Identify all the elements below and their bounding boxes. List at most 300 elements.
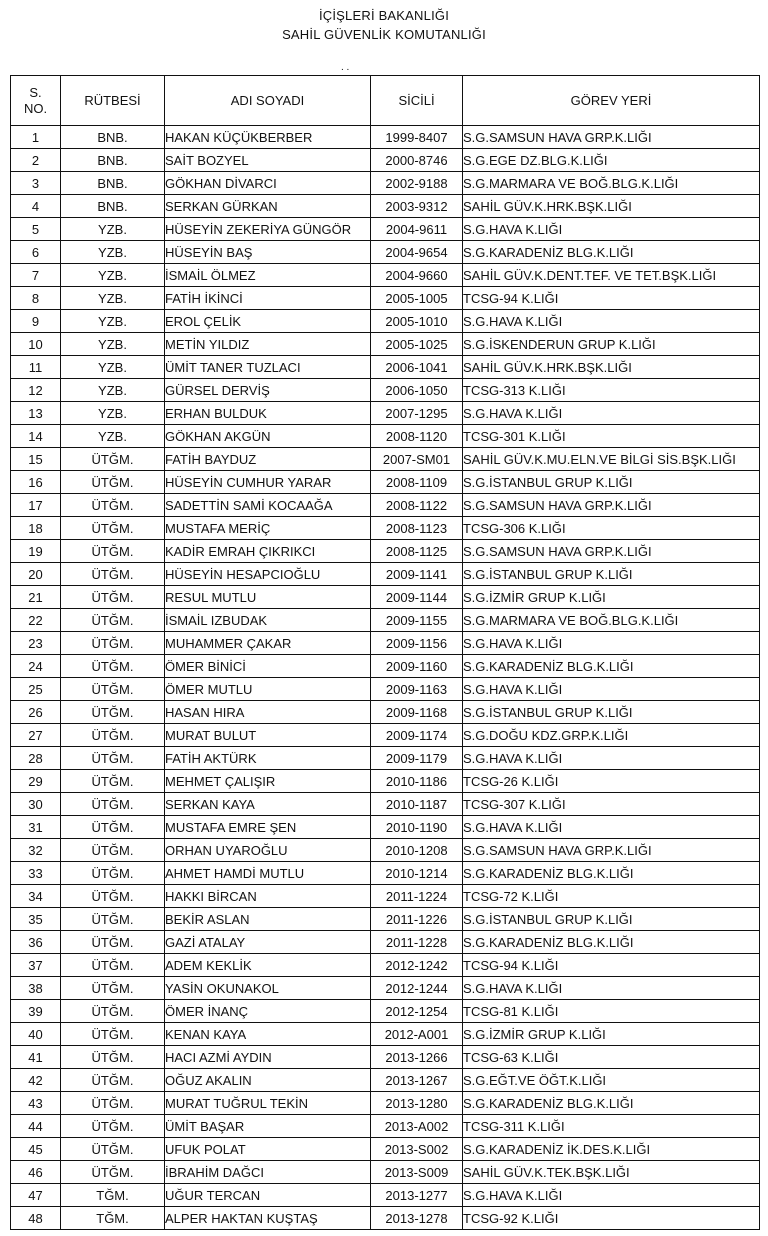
row-name: YASİN OKUNAKOL [165, 977, 371, 1000]
row-number: 4 [11, 195, 61, 218]
row-number: 6 [11, 241, 61, 264]
row-sicil: 2013-A002 [371, 1115, 463, 1138]
table-row [11, 586, 760, 609]
row-rank: ÜTĞM. [61, 586, 165, 609]
row-name: MEHMET ÇALIŞIR [165, 770, 371, 793]
row-duty: S.G.HAVA K.LIĞI [463, 977, 760, 1000]
row-name: FATİH BAYDUZ [165, 448, 371, 471]
table-row [11, 517, 760, 540]
row-sicil: 2013-1277 [371, 1184, 463, 1207]
table-row [11, 356, 760, 379]
row-name: ORHAN UYAROĞLU [165, 839, 371, 862]
row-name: UFUK POLAT [165, 1138, 371, 1161]
row-name: BEKİR ASLAN [165, 908, 371, 931]
row-name: AHMET HAMDİ MUTLU [165, 862, 371, 885]
row-duty: S.G.HAVA K.LIĞI [463, 310, 760, 333]
row-number: 23 [11, 632, 61, 655]
row-rank: ÜTĞM. [61, 1115, 165, 1138]
table-row [11, 402, 760, 425]
row-number: 15 [11, 448, 61, 471]
table-row [11, 494, 760, 517]
row-sicil: 2008-1120 [371, 425, 463, 448]
row-rank: ÜTĞM. [61, 839, 165, 862]
table-row [11, 126, 760, 149]
table-row [11, 701, 760, 724]
row-number: 3 [11, 172, 61, 195]
table-row [11, 1023, 760, 1046]
scan-mark: . . [341, 62, 350, 73]
row-number: 21 [11, 586, 61, 609]
row-name: EROL ÇELİK [165, 310, 371, 333]
row-number: 11 [11, 356, 61, 379]
table-row [11, 563, 760, 586]
row-rank: ÜTĞM. [61, 908, 165, 931]
table-row [11, 448, 760, 471]
row-number: 33 [11, 862, 61, 885]
row-sicil: 2005-1025 [371, 333, 463, 356]
row-name: MUSTAFA MERİÇ [165, 517, 371, 540]
table-row [11, 931, 760, 954]
table-row [11, 1207, 760, 1230]
row-number: 37 [11, 954, 61, 977]
table-row [11, 172, 760, 195]
row-duty: SAHİL GÜV.K.MU.ELN.VE BİLGİ SİS.BŞK.LIĞI [463, 448, 760, 471]
table-row [11, 540, 760, 563]
row-name: ALPER HAKTAN KUŞTAŞ [165, 1207, 371, 1230]
row-duty: S.G.KARADENİZ BLG.K.LIĞI [463, 931, 760, 954]
row-sicil: 2003-9312 [371, 195, 463, 218]
row-number: 43 [11, 1092, 61, 1115]
row-duty: TCSG-301 K.LIĞI [463, 425, 760, 448]
row-rank: YZB. [61, 379, 165, 402]
row-number: 17 [11, 494, 61, 517]
row-sicil: 2012-A001 [371, 1023, 463, 1046]
row-duty: S.G.MARMARA VE BOĞ.BLG.K.LIĞI [463, 609, 760, 632]
row-number: 22 [11, 609, 61, 632]
row-number: 42 [11, 1069, 61, 1092]
row-sicil: 2005-1005 [371, 287, 463, 310]
row-name: ERHAN BULDUK [165, 402, 371, 425]
row-sicil: 2011-1228 [371, 931, 463, 954]
row-rank: BNB. [61, 126, 165, 149]
row-number: 27 [11, 724, 61, 747]
row-sicil: 2006-1041 [371, 356, 463, 379]
row-sicil: 2004-9654 [371, 241, 463, 264]
row-rank: ÜTĞM. [61, 1046, 165, 1069]
row-rank: ÜTĞM. [61, 563, 165, 586]
row-duty: S.G.SAMSUN HAVA GRP.K.LIĞI [463, 126, 760, 149]
row-rank: ÜTĞM. [61, 540, 165, 563]
row-name: UĞUR TERCAN [165, 1184, 371, 1207]
row-name: SAİT BOZYEL [165, 149, 371, 172]
row-rank: ÜTĞM. [61, 678, 165, 701]
row-rank: ÜTĞM. [61, 494, 165, 517]
row-name: GAZİ ATALAY [165, 931, 371, 954]
row-duty: S.G.İZMİR GRUP K.LIĞI [463, 586, 760, 609]
table-row [11, 264, 760, 287]
row-duty: TCSG-92 K.LIĞI [463, 1207, 760, 1230]
row-duty: TCSG-72 K.LIĞI [463, 885, 760, 908]
row-rank: ÜTĞM. [61, 816, 165, 839]
row-name: GÖKHAN AKGÜN [165, 425, 371, 448]
row-number: 46 [11, 1161, 61, 1184]
table-row [11, 977, 760, 1000]
row-number: 26 [11, 701, 61, 724]
row-sicil: 2013-1266 [371, 1046, 463, 1069]
row-duty: S.G.İSTANBUL GRUP K.LIĞI [463, 563, 760, 586]
row-number: 25 [11, 678, 61, 701]
row-rank: YZB. [61, 333, 165, 356]
row-number: 1 [11, 126, 61, 149]
ministry-title: İÇİŞLERİ BAKANLIĞI [318, 8, 450, 23]
row-name: ÜMİT TANER TUZLACI [165, 356, 371, 379]
row-name: FATİH AKTÜRK [165, 747, 371, 770]
row-duty: SAHİL GÜV.K.HRK.BŞK.LIĞI [463, 356, 760, 379]
row-number: 35 [11, 908, 61, 931]
row-rank: ÜTĞM. [61, 609, 165, 632]
row-rank: YZB. [61, 287, 165, 310]
row-rank: ÜTĞM. [61, 931, 165, 954]
row-number: 38 [11, 977, 61, 1000]
row-sicil: 2010-1214 [371, 862, 463, 885]
header-name: ADI SOYADI [165, 76, 371, 126]
row-rank: ÜTĞM. [61, 724, 165, 747]
row-duty: S.G.İSTANBUL GRUP K.LIĞI [463, 908, 760, 931]
row-sicil: 2013-1280 [371, 1092, 463, 1115]
row-sicil: 2009-1168 [371, 701, 463, 724]
row-number: 47 [11, 1184, 61, 1207]
row-name: MURAT TUĞRUL TEKİN [165, 1092, 371, 1115]
table-row [11, 954, 760, 977]
row-rank: BNB. [61, 172, 165, 195]
row-rank: ÜTĞM. [61, 448, 165, 471]
personnel-table [10, 75, 760, 1230]
row-name: HÜSEYİN CUMHUR YARAR [165, 471, 371, 494]
row-rank: ÜTĞM. [61, 770, 165, 793]
row-duty: S.G.HAVA K.LIĞI [463, 1184, 760, 1207]
row-rank: ÜTĞM. [61, 701, 165, 724]
table-row [11, 333, 760, 356]
row-rank: ÜTĞM. [61, 517, 165, 540]
row-rank: YZB. [61, 402, 165, 425]
row-sicil: 2013-1278 [371, 1207, 463, 1230]
row-duty: TCSG-94 K.LIĞI [463, 287, 760, 310]
row-number: 45 [11, 1138, 61, 1161]
row-sicil: 1999-8407 [371, 126, 463, 149]
row-duty: S.G.EĞT.VE ÖĞT.K.LIĞI [463, 1069, 760, 1092]
table-row [11, 747, 760, 770]
header-sicil: SİCİLİ [371, 76, 463, 126]
row-duty: S.G.HAVA K.LIĞI [463, 632, 760, 655]
row-rank: ÜTĞM. [61, 1069, 165, 1092]
row-name: FATİH İKİNCİ [165, 287, 371, 310]
row-name: RESUL MUTLU [165, 586, 371, 609]
row-sicil: 2007-SM01 [371, 448, 463, 471]
row-number: 14 [11, 425, 61, 448]
table-body [11, 126, 760, 1230]
row-rank: ÜTĞM. [61, 632, 165, 655]
row-rank: YZB. [61, 264, 165, 287]
row-sicil: 2013-S002 [371, 1138, 463, 1161]
row-rank: ÜTĞM. [61, 1000, 165, 1023]
row-number: 12 [11, 379, 61, 402]
row-rank: ÜTĞM. [61, 1092, 165, 1115]
row-name: SADETTİN SAMİ KOCAAĞA [165, 494, 371, 517]
table-row [11, 1115, 760, 1138]
row-duty: SAHİL GÜV.K.DENT.TEF. VE TET.BŞK.LIĞI [463, 264, 760, 287]
row-rank: ÜTĞM. [61, 954, 165, 977]
row-duty: TCSG-313 K.LIĞI [463, 379, 760, 402]
row-rank: BNB. [61, 195, 165, 218]
row-number: 7 [11, 264, 61, 287]
row-number: 8 [11, 287, 61, 310]
row-number: 20 [11, 563, 61, 586]
table-row [11, 195, 760, 218]
row-sicil: 2010-1186 [371, 770, 463, 793]
row-rank: TĞM. [61, 1207, 165, 1230]
row-duty: S.G.KARADENİZ İK.DES.K.LIĞI [463, 1138, 760, 1161]
row-sicil: 2009-1163 [371, 678, 463, 701]
row-sicil: 2009-1155 [371, 609, 463, 632]
row-sicil: 2013-1267 [371, 1069, 463, 1092]
row-sicil: 2000-8746 [371, 149, 463, 172]
row-name: MUSTAFA EMRE ŞEN [165, 816, 371, 839]
row-name: KENAN KAYA [165, 1023, 371, 1046]
row-number: 39 [11, 1000, 61, 1023]
table-row [11, 862, 760, 885]
row-number: 29 [11, 770, 61, 793]
row-name: KADİR EMRAH ÇIKRIKCI [165, 540, 371, 563]
table-row [11, 1046, 760, 1069]
row-sicil: 2007-1295 [371, 402, 463, 425]
row-duty: S.G.HAVA K.LIĞI [463, 218, 760, 241]
row-name: İSMAİL IZBUDAK [165, 609, 371, 632]
row-sicil: 2004-9660 [371, 264, 463, 287]
row-duty: TCSG-26 K.LIĞI [463, 770, 760, 793]
row-sicil: 2012-1254 [371, 1000, 463, 1023]
row-sicil: 2009-1156 [371, 632, 463, 655]
row-name: ÖMER BİNİCİ [165, 655, 371, 678]
table-row [11, 287, 760, 310]
row-number: 28 [11, 747, 61, 770]
row-number: 19 [11, 540, 61, 563]
table-row [11, 218, 760, 241]
document-header [0, 6, 768, 44]
table-header-row [11, 76, 760, 126]
table-row [11, 793, 760, 816]
row-sicil: 2012-1242 [371, 954, 463, 977]
row-sicil: 2010-1187 [371, 793, 463, 816]
row-sicil: 2008-1123 [371, 517, 463, 540]
table-row [11, 908, 760, 931]
row-name: METİN YILDIZ [165, 333, 371, 356]
command-title: SAHİL GÜVENLİK KOMUTANLIĞI [282, 27, 486, 42]
row-duty: SAHİL GÜV.K.HRK.BŞK.LIĞI [463, 195, 760, 218]
row-rank: TĞM. [61, 1184, 165, 1207]
table-row [11, 816, 760, 839]
row-sicil: 2006-1050 [371, 379, 463, 402]
row-number: 40 [11, 1023, 61, 1046]
row-number: 2 [11, 149, 61, 172]
row-duty: S.G.EGE DZ.BLG.K.LIĞI [463, 149, 760, 172]
table-row [11, 1161, 760, 1184]
row-rank: ÜTĞM. [61, 977, 165, 1000]
row-number: 24 [11, 655, 61, 678]
row-sicil: 2009-1144 [371, 586, 463, 609]
row-number: 41 [11, 1046, 61, 1069]
row-rank: ÜTĞM. [61, 793, 165, 816]
row-duty: S.G.KARADENİZ BLG.K.LIĞI [463, 241, 760, 264]
row-sicil: 2008-1109 [371, 471, 463, 494]
row-sicil: 2010-1190 [371, 816, 463, 839]
row-number: 13 [11, 402, 61, 425]
row-sicil: 2004-9611 [371, 218, 463, 241]
row-sicil: 2002-9188 [371, 172, 463, 195]
row-duty: S.G.HAVA K.LIĞI [463, 402, 760, 425]
row-name: GÜRSEL DERVİŞ [165, 379, 371, 402]
row-rank: YZB. [61, 241, 165, 264]
row-duty: TCSG-306 K.LIĞI [463, 517, 760, 540]
row-duty: S.G.HAVA K.LIĞI [463, 816, 760, 839]
row-duty: S.G.SAMSUN HAVA GRP.K.LIĞI [463, 494, 760, 517]
row-sicil: 2011-1224 [371, 885, 463, 908]
row-sicil: 2010-1208 [371, 839, 463, 862]
table-row [11, 1069, 760, 1092]
row-duty: S.G.KARADENİZ BLG.K.LIĞI [463, 1092, 760, 1115]
row-rank: YZB. [61, 310, 165, 333]
row-name: HACI AZMİ AYDIN [165, 1046, 371, 1069]
row-rank: ÜTĞM. [61, 471, 165, 494]
row-rank: YZB. [61, 218, 165, 241]
header-rank: RÜTBESİ [61, 76, 165, 126]
row-name: HAKKI BİRCAN [165, 885, 371, 908]
row-rank: ÜTĞM. [61, 1138, 165, 1161]
row-rank: ÜTĞM. [61, 747, 165, 770]
row-duty: S.G.HAVA K.LIĞI [463, 747, 760, 770]
row-number: 16 [11, 471, 61, 494]
table-row [11, 770, 760, 793]
row-number: 31 [11, 816, 61, 839]
row-number: 32 [11, 839, 61, 862]
row-rank: ÜTĞM. [61, 655, 165, 678]
row-duty: TCSG-81 K.LIĞI [463, 1000, 760, 1023]
row-duty: TCSG-94 K.LIĞI [463, 954, 760, 977]
row-duty: S.G.KARADENİZ BLG.K.LIĞI [463, 655, 760, 678]
row-sicil: 2009-1160 [371, 655, 463, 678]
table-row [11, 1138, 760, 1161]
row-name: İBRAHİM DAĞCI [165, 1161, 371, 1184]
row-duty: S.G.MARMARA VE BOĞ.BLG.K.LIĞI [463, 172, 760, 195]
row-duty: TCSG-307 K.LIĞI [463, 793, 760, 816]
row-name: HAKAN KÜÇÜKBERBER [165, 126, 371, 149]
row-rank: BNB. [61, 149, 165, 172]
row-duty: S.G.HAVA K.LIĞI [463, 678, 760, 701]
row-rank: YZB. [61, 425, 165, 448]
row-sicil: 2009-1179 [371, 747, 463, 770]
row-rank: ÜTĞM. [61, 885, 165, 908]
row-number: 34 [11, 885, 61, 908]
row-sicil: 2009-1174 [371, 724, 463, 747]
row-number: 5 [11, 218, 61, 241]
row-name: HÜSEYİN ZEKERİYA GÜNGÖR [165, 218, 371, 241]
row-rank: ÜTĞM. [61, 862, 165, 885]
table-row [11, 632, 760, 655]
table-row [11, 241, 760, 264]
table-row [11, 149, 760, 172]
table-row [11, 310, 760, 333]
row-duty: S.G.KARADENİZ BLG.K.LIĞI [463, 862, 760, 885]
table-row [11, 1092, 760, 1115]
row-rank: ÜTĞM. [61, 1023, 165, 1046]
row-duty: SAHİL GÜV.K.TEK.BŞK.LIĞI [463, 1161, 760, 1184]
row-duty: TCSG-311 K.LIĞI [463, 1115, 760, 1138]
row-number: 9 [11, 310, 61, 333]
table-row [11, 839, 760, 862]
row-name: MUHAMMER ÇAKAR [165, 632, 371, 655]
table-row [11, 379, 760, 402]
row-duty: S.G.DOĞU KDZ.GRP.K.LIĞI [463, 724, 760, 747]
row-sicil: 2005-1010 [371, 310, 463, 333]
row-name: HÜSEYİN BAŞ [165, 241, 371, 264]
row-duty: S.G.SAMSUN HAVA GRP.K.LIĞI [463, 839, 760, 862]
header-duty: GÖREV YERİ [463, 76, 760, 126]
row-name: İSMAİL ÖLMEZ [165, 264, 371, 287]
table-row [11, 471, 760, 494]
table-row [11, 609, 760, 632]
row-number: 36 [11, 931, 61, 954]
header-no: S. NO. [11, 76, 61, 126]
table-row [11, 1000, 760, 1023]
table-row [11, 885, 760, 908]
row-number: 30 [11, 793, 61, 816]
row-name: OĞUZ AKALIN [165, 1069, 371, 1092]
row-sicil: 2009-1141 [371, 563, 463, 586]
row-name: ÜMİT BAŞAR [165, 1115, 371, 1138]
row-name: HASAN HIRA [165, 701, 371, 724]
row-sicil: 2008-1122 [371, 494, 463, 517]
row-name: ADEM KEKLİK [165, 954, 371, 977]
row-duty: S.G.İZMİR GRUP K.LIĞI [463, 1023, 760, 1046]
row-sicil: 2008-1125 [371, 540, 463, 563]
row-duty: S.G.SAMSUN HAVA GRP.K.LIĞI [463, 540, 760, 563]
row-name: SERKAN GÜRKAN [165, 195, 371, 218]
row-name: HÜSEYİN HESAPCIOĞLU [165, 563, 371, 586]
row-duty: S.G.İSTANBUL GRUP K.LIĞI [463, 471, 760, 494]
row-sicil: 2011-1226 [371, 908, 463, 931]
table-row [11, 678, 760, 701]
row-sicil: 2012-1244 [371, 977, 463, 1000]
table-row [11, 655, 760, 678]
row-name: MURAT BULUT [165, 724, 371, 747]
row-rank: ÜTĞM. [61, 1161, 165, 1184]
row-number: 48 [11, 1207, 61, 1230]
table-row [11, 425, 760, 448]
table-row [11, 724, 760, 747]
row-name: SERKAN KAYA [165, 793, 371, 816]
row-sicil: 2013-S009 [371, 1161, 463, 1184]
row-duty: S.G.İSKENDERUN GRUP K.LIĞI [463, 333, 760, 356]
row-name: ÖMER İNANÇ [165, 1000, 371, 1023]
row-duty: TCSG-63 K.LIĞI [463, 1046, 760, 1069]
row-name: ÖMER MUTLU [165, 678, 371, 701]
row-rank: YZB. [61, 356, 165, 379]
row-number: 44 [11, 1115, 61, 1138]
row-duty: S.G.İSTANBUL GRUP K.LIĞI [463, 701, 760, 724]
row-number: 18 [11, 517, 61, 540]
table-row [11, 1184, 760, 1207]
row-name: GÖKHAN DİVARCI [165, 172, 371, 195]
row-number: 10 [11, 333, 61, 356]
